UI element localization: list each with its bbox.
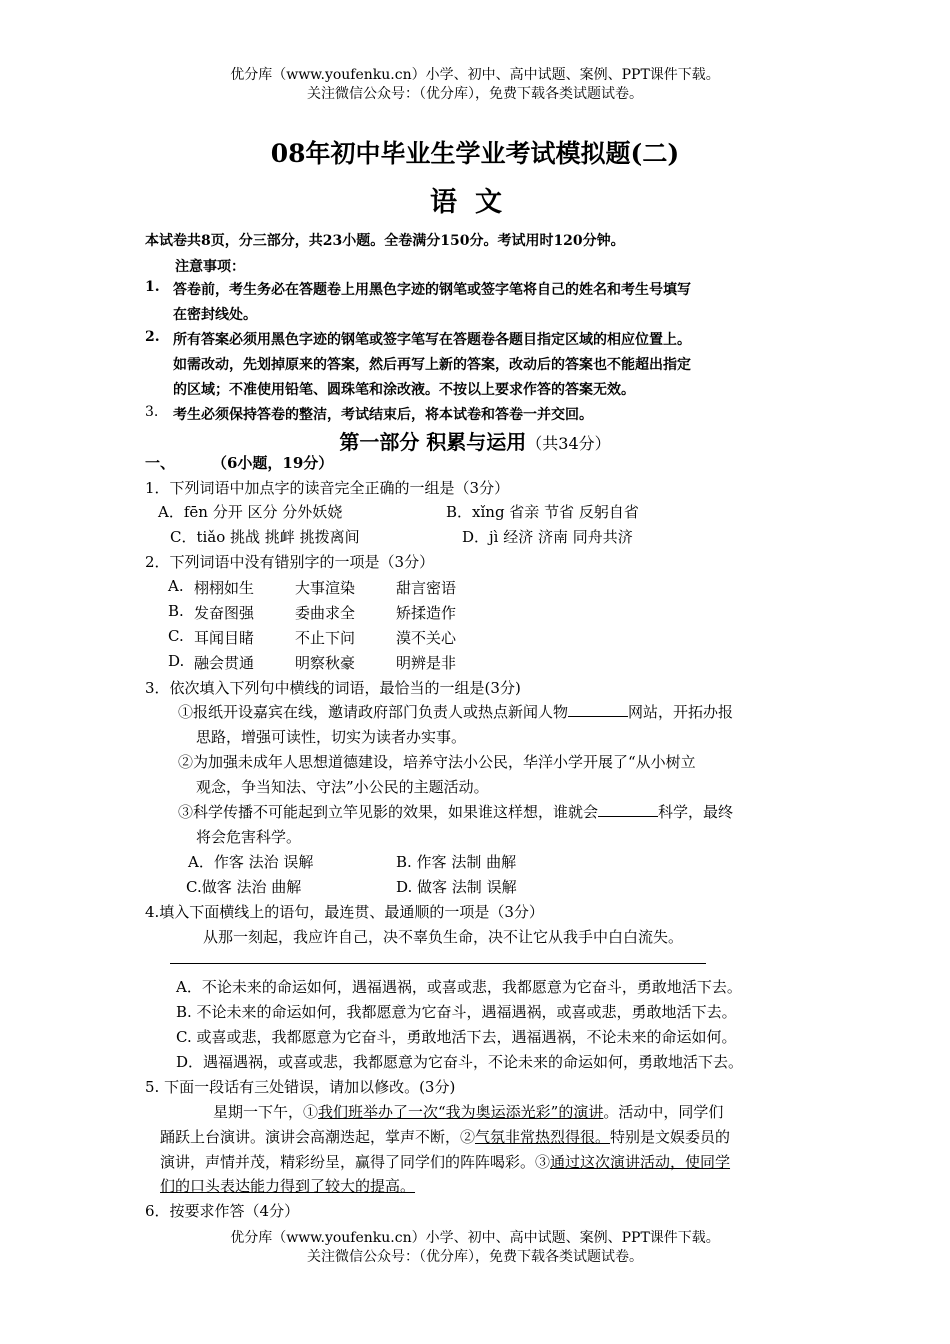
q3-option-d: D. 做客 法制 误解 xyxy=(396,878,517,896)
exam-intro: 本试卷共8页，分三部分，共23小题。全卷满分150分。考试用时120分钟。 xyxy=(145,233,625,249)
notice-1-line-2: 在密封线处。 xyxy=(173,307,257,323)
q1-option-b: B．xǐng 省亲 节省 反躬自省 xyxy=(446,503,639,521)
q3-sentence-2-line-2: 观念，争当知法、守法”小公民的主题活动。 xyxy=(196,778,489,796)
q5-paragraph-line-2 xyxy=(160,1126,730,1147)
section-1-label: 一、 xyxy=(145,454,176,472)
q3-sentence-1-line-1 xyxy=(178,701,733,722)
q2-option-b-word-1: 发奋图强 xyxy=(194,604,255,622)
q3-sentence-1-part-2: 网站，开拓办报 xyxy=(628,703,734,721)
q3-sentence-3-line-2: 将会危害科学。 xyxy=(196,828,302,846)
q3-sentence-3-part-2: 科学，最终 xyxy=(658,803,734,821)
q4-answer-line xyxy=(170,963,706,964)
exam-title: 08年初中毕业生学业考试模拟题(二) xyxy=(270,139,680,168)
q4-option-c: C. 或喜或悲，我都愿意为它奋斗，勇敢地活下去，遇福遇祸，不论未来的命运如何。 xyxy=(176,1028,737,1046)
q3-option-c: C.做客 法治 曲解 xyxy=(186,878,302,896)
q2-option-d-word-3: 明辨是非 xyxy=(396,654,457,672)
notice-1-num: 1. xyxy=(145,279,160,295)
part-1-heading xyxy=(0,426,950,455)
header-line-1: 优分库（www.youfenku.cn）小学、初中、高中试题、案例、PPT课件下载。 xyxy=(230,67,720,83)
q3-blank-1 xyxy=(568,702,628,717)
q5-error-1: 我们班举办了一次“我为奥运添光彩”的演讲 xyxy=(318,1103,604,1121)
q3-sentence-3-line-1 xyxy=(178,801,733,822)
q5-stem: 5. 下面一段话有三处错误，请加以修改。(3分) xyxy=(145,1078,456,1096)
q4-option-a: A．不论未来的命运如何，遇福遇祸，或喜或悲，我都愿意为它奋斗，勇敢地活下去。 xyxy=(176,978,742,996)
notice-1-line-1: 答卷前，考生务必在答题卷上用黑色字迹的钢笔或签字笔将自己的姓名和考生号填写 xyxy=(173,282,691,298)
q5-line-1-text-1: 星期一下午，① xyxy=(213,1103,319,1121)
q1-stem: 1．下列词语中加点字的读音完全正确的一组是（3分） xyxy=(145,479,510,497)
q6-stem: 6．按要求作答（4分） xyxy=(145,1202,300,1220)
notice-2-line-3: 的区域；不准使用铅笔、圆珠笔和涂改液。不按以上要求作答的答案无效。 xyxy=(173,382,635,398)
q3-sentence-1-part-1: ①报纸开设嘉宾在线，邀请政府部门负责人或热点新闻人物 xyxy=(178,703,569,721)
notice-3-num: 3. xyxy=(145,404,159,420)
q1-option-c: C．tiǎo 挑战 挑衅 挑拨离间 xyxy=(170,528,360,546)
q2-option-c-word-3: 漠不关心 xyxy=(396,629,457,647)
notice-title: 注意事项： xyxy=(175,259,245,275)
q2-option-b-word-2: 委曲求全 xyxy=(295,604,356,622)
q3-blank-2 xyxy=(598,802,658,817)
footer-line-1: 优分库（www.youfenku.cn）小学、初中、高中试题、案例、PPT课件下载。 xyxy=(230,1230,720,1246)
q4-option-d: D．遇福遇祸，或喜或悲，我都愿意为它奋斗，不论未来的命运如何，勇敢地活下去。 xyxy=(176,1053,744,1071)
q2-option-a-word-1: 栩栩如生 xyxy=(194,579,255,597)
q2-option-a-word-3: 甜言密语 xyxy=(396,579,457,597)
notice-2-line-1: 所有答案必须用黑色字迹的钢笔或签字笔写在答题卷各题目指定区域的相应位置上。 xyxy=(173,332,691,348)
header-line-2: 关注微信公众号：（优分库），免费下载各类试题试卷。 xyxy=(307,86,643,102)
footer-line-2: 关注微信公众号：（优分库），免费下载各类试题试卷。 xyxy=(307,1249,643,1265)
q5-error-3-part-1: 通过这次演讲活动，使同学 xyxy=(550,1153,731,1171)
part-1-score: （共34分） xyxy=(526,434,611,453)
q2-option-b-letter: B. xyxy=(168,602,184,620)
q3-option-a: A．作客 法治 误解 xyxy=(188,853,314,871)
q5-line-3-text-1: 演讲，声情并茂，精彩纷呈，赢得了同学们的阵阵喝彩。③ xyxy=(160,1153,551,1171)
q3-sentence-1-line-2: 思路，增强可读性，切实为读者办实事。 xyxy=(196,728,467,746)
q2-option-d-letter: D. xyxy=(168,652,185,670)
q2-option-d-word-1: 融会贯通 xyxy=(194,654,255,672)
notice-2-num: 2. xyxy=(145,329,160,345)
part-1-title: 第一部分 积累与运用 xyxy=(339,430,527,454)
q5-line-1-text-2: 。活动中，同学们 xyxy=(603,1103,724,1121)
q2-option-d-word-2: 明察秋豪 xyxy=(295,654,356,672)
q4-stem: 4.填入下面横线上的语句，最连贯、最通顺的一项是（3分） xyxy=(145,903,544,921)
section-1-info: （6小题，19分） xyxy=(212,454,334,472)
q1-option-a: A．fēn 分开 区分 分外妖娆 xyxy=(158,503,343,521)
q4-sentence: 从那一刻起，我应许自己，决不辜负生命，决不让它从我手中白白流失。 xyxy=(203,928,684,946)
q3-sentence-2-line-1: ②为加强未成年人思想道德建设，培养守法小公民，华洋小学开展了“从小树立 xyxy=(178,753,696,771)
q5-line-2-text-1: 踊跃上台演讲。演讲会高潮迭起，掌声不断，② xyxy=(160,1128,476,1146)
q3-stem: 3．依次填入下列句中横线的词语，最恰当的一组是(3分) xyxy=(145,679,521,697)
q5-paragraph-line-3 xyxy=(160,1151,730,1172)
q2-stem: 2．下列词语中没有错别字的一项是（3分） xyxy=(145,553,435,571)
notice-3-line-1: 考生必须保持答卷的整洁，考试结束后，将本试卷和答卷一并交回。 xyxy=(173,407,593,423)
q4-option-b: B. 不论未来的命运如何，我都愿意为它奋斗，遇福遇祸，或喜或悲，勇敢地活下去。 xyxy=(176,1003,737,1021)
q2-option-a-letter: A. xyxy=(168,577,184,595)
q5-paragraph-line-1 xyxy=(213,1101,723,1122)
q2-option-b-word-3: 矫揉造作 xyxy=(396,604,457,622)
q5-error-3-part-2: 们的口头表达能力得到了较大的提高。 xyxy=(160,1177,416,1195)
q2-option-a-word-2: 大事渲染 xyxy=(295,579,356,597)
q5-error-2: 气氛非常热烈得很。 xyxy=(475,1128,611,1146)
q5-line-2-text-2: 特别是文娱委员的 xyxy=(610,1128,731,1146)
notice-2-line-2: 如需改动，先划掉原来的答案，然后再写上新的答案，改动后的答案也不能超出指定 xyxy=(173,357,691,373)
q2-option-c-letter: C. xyxy=(168,627,184,645)
q3-option-b: B. 作客 法制 曲解 xyxy=(396,853,517,871)
subject-title: 语文 xyxy=(430,187,520,218)
q2-option-c-word-2: 不止下问 xyxy=(295,629,356,647)
q3-sentence-3-part-1: ③科学传播不可能起到立竿见影的效果，如果谁这样想，谁就会 xyxy=(178,803,599,821)
q1-option-d: D．jì 经济 济南 同舟共济 xyxy=(462,528,633,546)
q2-option-c-word-1: 耳闻目睹 xyxy=(194,629,255,647)
